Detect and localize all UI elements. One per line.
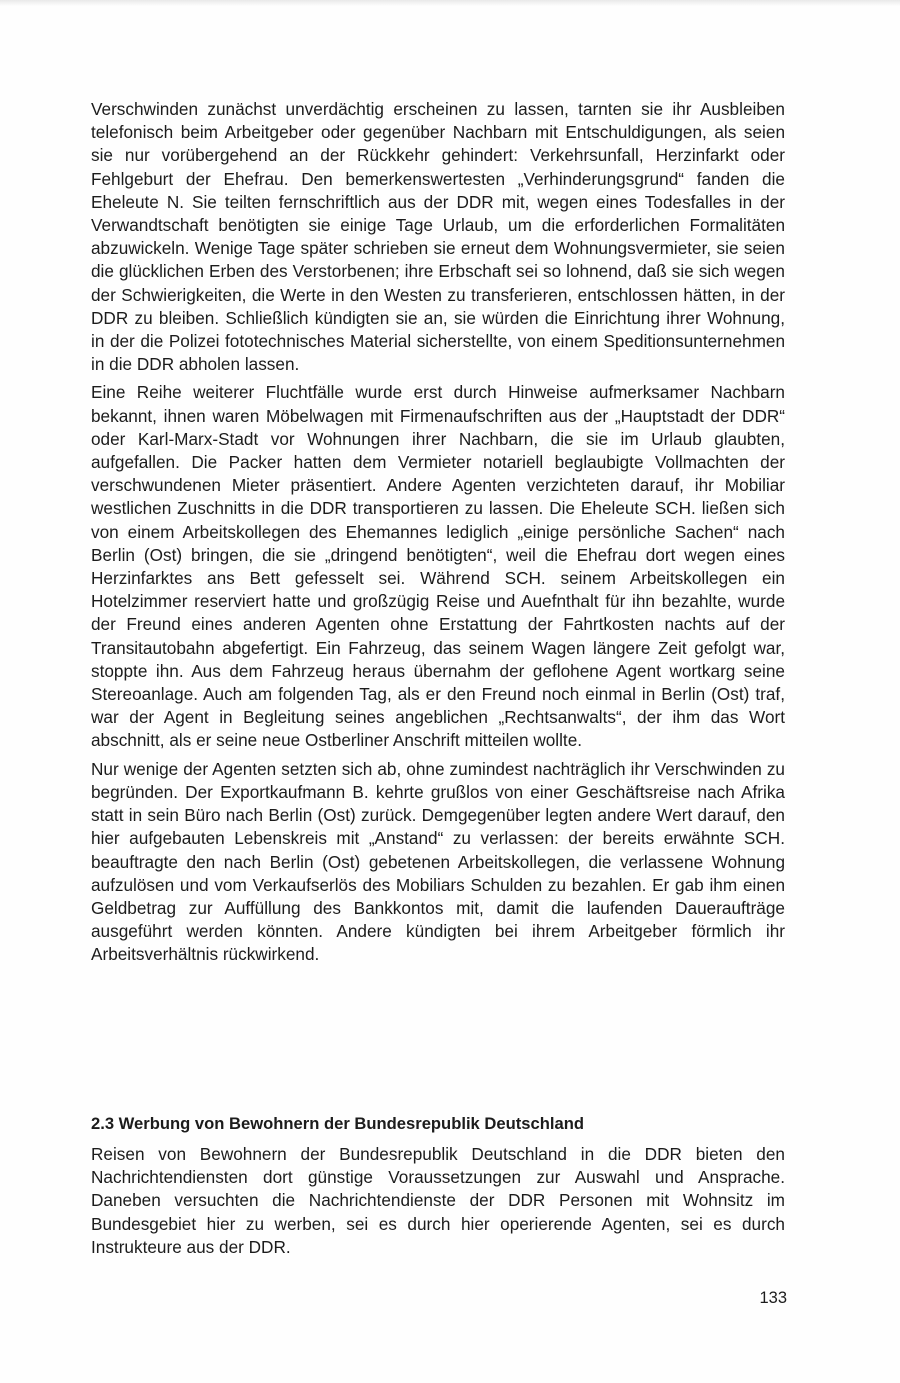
body-text [91,98,785,972]
page-number: 133 [759,1289,787,1307]
page-top-edge [0,0,900,6]
section-paragraph: Reisen von Bewohnern der Bundesrepublik Deutschland in die DDR bieten den Nachrichtendiensten dort günstige Voraussetzungen zur Auswahl und Ansprache. Daneben versuchten die Nachrichtendienste der DDR Personen mit Wohnsitz im Bundesgebiet hier zu werben, sei es durch hier operierende Agenten, sei es durch Instrukteure aus der DDR. [91,1144,785,1257]
paragraph-1: Verschwinden zunächst unverdächtig erscheinen zu lassen, tarnten sie ihr Ausbleiben telefonisch beim Arbeitgeber oder gegenüber Nachbarn mit Entschuldigungen, als seien sie nur vorübergehend an der Rückkehr gehindert: Verkehrsunfall, Herzinfarkt oder Fehlgeburt der Ehefrau. Den bemerkenswertesten „Verhinderungsgrund“ fanden die Eheleute N. Sie teilten fernschriftlich aus der DDR mit, wegen eines Todesfalles in der Verwandtschaft benötigten sie einige Tage Urlaub, um die erforderlichen Formalitäten abzuwickeln. Wenige Tage später schrieben sie erneut dem Wohnungsvermieter, sie seien die glücklichen Erben des Verstorbenen; ihre Erbschaft sei so lohnend, daß sie sich wegen der Schwierigkeiten, die Werte in den Westen zu transferieren, entschlossen hätten, in der DDR zu bleiben. Schließlich kündigten sie an, sie würden die Einrichtung ihrer Wohnung, in der die Polizei fototechnisches Material sicherstellte, von einem Speditionsunternehmen in die DDR abholen lassen. [91,99,785,375]
paragraph-2: Eine Reihe weiterer Fluchtfälle wurde erst durch Hinweise aufmerksamer Nachbarn bekannt, ihnen waren Möbelwagen mit Firmenaufschriften aus der „Hauptstadt der DDR“ oder Karl-Marx-Stadt vor Wohnungen ihrer Nachbarn, die sie im Urlaub glaubten, aufgefallen. Die Packer hatten dem Vermieter notariell beglaubigte Vollmachten der verschwundenen Mieter präsentiert. Andere Agenten verzichteten darauf, ihr Mobiliar westlichen Zuschnitts in die DDR transportieren zu lassen. Die Eheleute SCH. ließen sich von einem Arbeitskollegen des Ehemannes lediglich „einige persönliche Sachen“ nach Berlin (Ost) bringen, die sie „dringend benötigten“, weil die Ehefrau dort wegen eines Herzinfarktes ans Bett gefesselt sei. Während SCH. seinem Arbeitskollegen ein Hotelzimmer reserviert hatte und großzügig Reise und Auefnthalt für ihn bezahlte, wurde der Freund eines anderen Agenten ohne Erstattung der Fahrtkosten nachts auf der Transitautobahn abgefertigt. Ein Fahrzeug, das seinem Wagen längere Zeit gefolgt war, stoppte ihn. Aus dem Fahrzeug heraus übernahm der geflohene Agent wortkarg seine Stereoanlage. Auch am folgenden Tag, als er den Freund noch einmal in Berlin (Ost) traf, war der Agent in Begleitung seines angeblichen „Rechtsanwalts“, der ihm das Wort abschnitt, als er seine neue Ostberliner Anschrift mitteilen wollte. [91,382,785,751]
section-heading: 2.3 Werbung von Bewohnern der Bundesrepublik Deutschland [91,1114,584,1133]
paragraph-3: Nur wenige der Agenten setzten sich ab, ohne zumindest nachträglich ihr Verschwinden zu begründen. Der Exportkaufmann B. kehrte grußlos von einer Geschäftsreise nach Afrika statt in sein Büro nach Berlin (Ost) zurück. Demgegenüber legten andere Wert darauf, den hier aufgebauten Lebenskreis mit „Anstand“ zu verlassen: der bereits erwähnte SCH. beauftragte den nach Berlin (Ost) gebetenen Arbeitskollegen, die verlassene Wohnung aufzulösen und vom Verkaufserlös des Mobiliars Schulden zu bezahlen. Er gab ihm einen Geldbetrag zur Auffüllung des Bankkontos mit, damit die laufenden Daueraufträge ausgeführt werden könnten. Andere kündigten bei ihrem Arbeitgeber förmlich ihr Arbeitsverhältnis rückwirkend. [91,758,785,965]
